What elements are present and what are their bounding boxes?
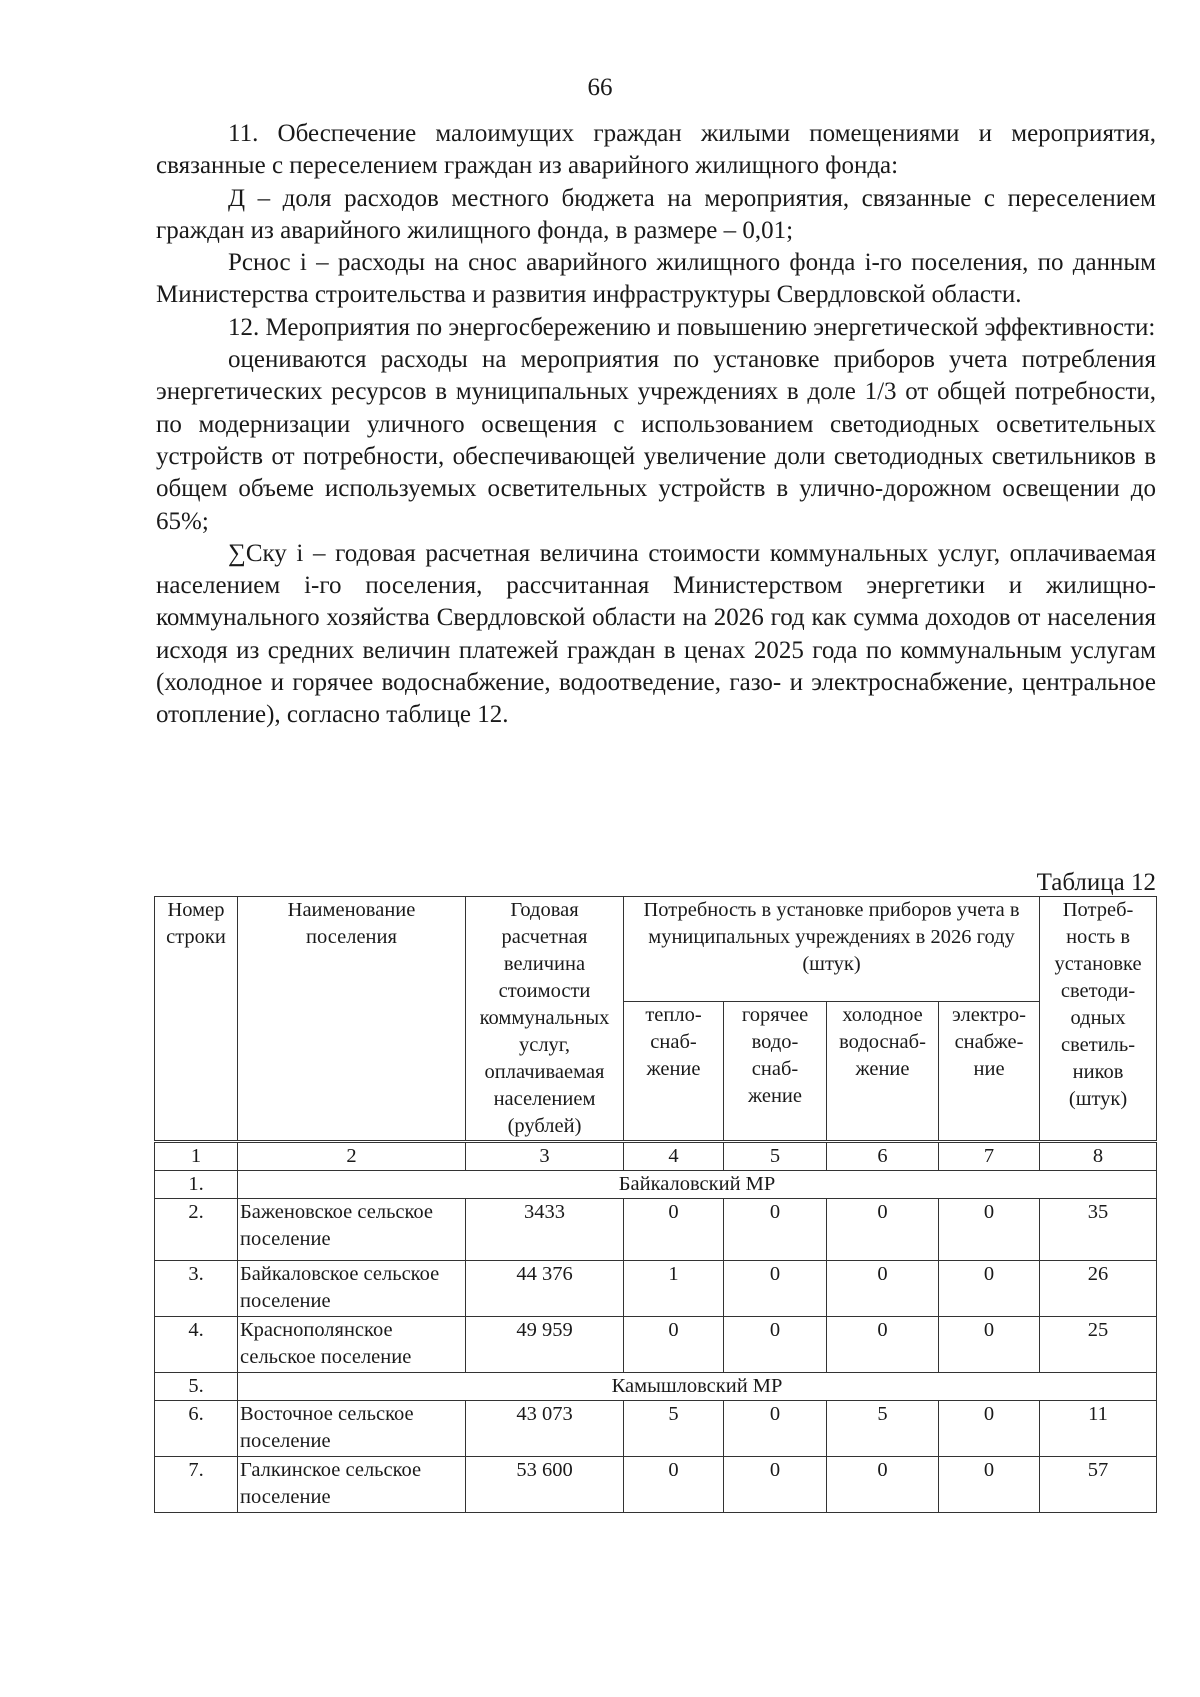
row-number: 4.: [155, 1317, 238, 1373]
hot-water-meters: 0: [724, 1261, 827, 1317]
annual-cost: 3433: [466, 1199, 624, 1261]
heat-meters: 0: [624, 1317, 724, 1373]
settlement-name: Байкаловское сельское поселение: [238, 1261, 466, 1317]
electricity-meters: 0: [939, 1261, 1040, 1317]
electricity-meters: 0: [939, 1457, 1040, 1513]
header-heat: тепло- снаб- жение: [624, 1001, 724, 1141]
table-header-row: [155, 897, 1157, 1002]
settlement-name: Восточное сельское поселение: [238, 1401, 466, 1457]
led-lights: 11: [1040, 1401, 1157, 1457]
cold-water-meters: 0: [827, 1261, 939, 1317]
header-settlement-name: Наименование поселения: [238, 897, 466, 1142]
table-row: [155, 1317, 1157, 1373]
led-lights: 26: [1040, 1261, 1157, 1317]
paragraph: 12. Мероприятия по энергосбережению и повышению энергетической эффективности:: [228, 313, 1156, 341]
heat-meters: 0: [624, 1457, 724, 1513]
hot-water-meters: 0: [724, 1401, 827, 1457]
annual-cost: 44 376: [466, 1261, 624, 1317]
data-table: [154, 896, 1157, 1513]
header-annual-cost: Годовая расчетная величина стоимости коммунальных услуг, оплачиваемая населением (рублей): [466, 897, 624, 1142]
row-number: 7.: [155, 1457, 238, 1513]
page-number: 66: [587, 74, 613, 101]
cold-water-meters: 5: [827, 1401, 939, 1457]
header-led: Потреб- ность в установке светоди- одных светиль- ников (штук): [1040, 897, 1157, 1142]
column-number-row: [155, 1142, 1157, 1171]
column-number: 7: [939, 1142, 1040, 1171]
hot-water-meters: 0: [724, 1199, 827, 1261]
cold-water-meters: 0: [827, 1317, 939, 1373]
paragraph: оцениваются расходы на мероприятия по установке приборов учета потребления энергетических ресурсов в муниципальных учреждениях в доле 1/3 от общей потребности, по модернизации уличного освещения с использованием светодиодных осветительных устройств от потребности, обеспечивающей увеличение доли светодиодных светильников в общем объеме используемых осветительных устройств в улично-дорожном освещении до 65%;: [156, 346, 1156, 535]
header-cold-water: холодное водоснаб- жение: [827, 1001, 939, 1141]
row-number: 6.: [155, 1401, 238, 1457]
header-electricity: электро- снабже- ние: [939, 1001, 1040, 1141]
led-lights: 57: [1040, 1457, 1157, 1513]
electricity-meters: 0: [939, 1199, 1040, 1261]
column-number: 1: [155, 1142, 238, 1171]
table-row: [155, 1401, 1157, 1457]
column-number: 8: [1040, 1142, 1157, 1171]
annual-cost: 49 959: [466, 1317, 624, 1373]
table-row: [155, 1199, 1157, 1261]
heat-meters: 5: [624, 1401, 724, 1457]
settlement-name: Краснополянское сельское поселение: [238, 1317, 466, 1373]
settlement-name: Баженовское сельское поселение: [238, 1199, 466, 1261]
led-lights: 35: [1040, 1199, 1157, 1261]
electricity-meters: 0: [939, 1401, 1040, 1457]
electricity-meters: 0: [939, 1317, 1040, 1373]
column-number: 2: [238, 1142, 466, 1171]
column-number: 3: [466, 1142, 624, 1171]
header-hot-water: горячее водо- снаб- жение: [724, 1001, 827, 1141]
region-row: [155, 1171, 1157, 1199]
led-lights: 25: [1040, 1317, 1157, 1373]
table-caption: Таблица 12: [1036, 869, 1156, 896]
table-row: [155, 1457, 1157, 1513]
region-name: Камышловский МР: [238, 1373, 1157, 1401]
table-row: [155, 1261, 1157, 1317]
hot-water-meters: 0: [724, 1457, 827, 1513]
row-number: 2.: [155, 1199, 238, 1261]
header-row-number: Номер строки: [155, 897, 238, 1142]
settlement-name: Галкинское сельское поселение: [238, 1457, 466, 1513]
column-number: 6: [827, 1142, 939, 1171]
paragraph: 11. Обеспечение малоимущих граждан жилыми помещениями и мероприятия, связанные с переселением граждан из аварийного жилищного фонда:: [156, 120, 1156, 180]
heat-meters: 1: [624, 1261, 724, 1317]
annual-cost: 43 073: [466, 1401, 624, 1457]
cold-water-meters: 0: [827, 1199, 939, 1261]
header-meters-group: Потребность в установке приборов учета в муниципальных учреждениях в 2026 году (штук): [624, 897, 1040, 1002]
paragraph: Рснос i – расходы на снос аварийного жилищного фонда i-го поселения, по данным Министерства строительства и развития инфраструктуры Свердловской области.: [156, 249, 1156, 309]
column-number: 5: [724, 1142, 827, 1171]
row-number: 3.: [155, 1261, 238, 1317]
hot-water-meters: 0: [724, 1317, 827, 1373]
cold-water-meters: 0: [827, 1457, 939, 1513]
paragraph: Д – доля расходов местного бюджета на мероприятия, связанные с переселением граждан из аварийного жилищного фонда, в размере – 0,01;: [156, 184, 1156, 244]
paragraph: ∑Cку i – годовая расчетная величина стоимости коммунальных услуг, оплачиваемая населением i-го поселения, рассчитанная Министерством энергетики и жилищно-коммунального хозяйства Свердловской области на 2026 год как сумма доходов от населения исходя из средних величин платежей граждан в ценах 2025 года по коммунальным услугам (холодное и горячее водоснабжение, водоотведение, газо- и электроснабжение, центральное отопление), согласно таблице 12.: [156, 539, 1156, 729]
annual-cost: 53 600: [466, 1457, 624, 1513]
row-number: 5.: [155, 1373, 238, 1401]
region-row: [155, 1373, 1157, 1401]
region-name: Байкаловский МР: [238, 1171, 1157, 1199]
body-text: [156, 118, 1156, 732]
row-number: 1.: [155, 1171, 238, 1199]
column-number: 4: [624, 1142, 724, 1171]
heat-meters: 0: [624, 1199, 724, 1261]
